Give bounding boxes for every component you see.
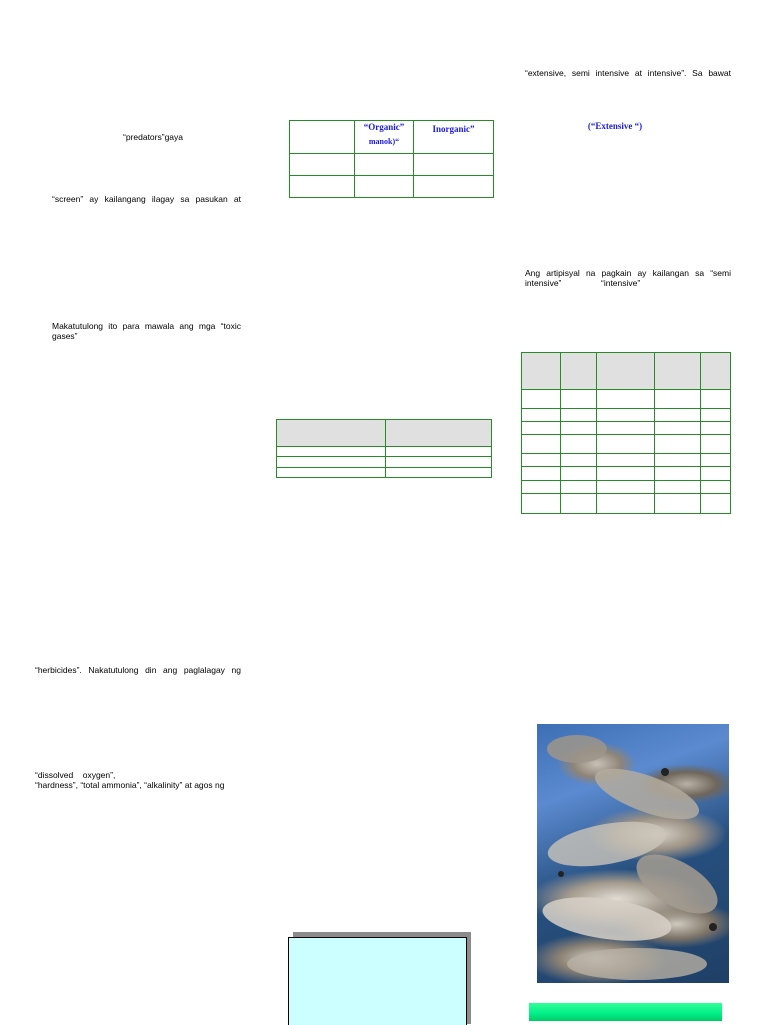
table-cell — [701, 467, 731, 480]
feeding-table — [276, 419, 492, 478]
table-cell — [522, 493, 561, 513]
table-cell — [561, 353, 597, 390]
artipisyal-line-2-b: “intensive” — [601, 278, 641, 288]
fertilizer-table — [289, 120, 494, 198]
table-cell — [522, 390, 561, 408]
table-cell — [655, 467, 701, 480]
table-cell — [414, 175, 494, 197]
table-cell — [655, 454, 701, 467]
toxic-gases-paragraph — [52, 321, 241, 341]
table-cell — [522, 353, 561, 390]
table1-header-organic: “Organic” manok)“ — [355, 121, 414, 154]
table-cell — [277, 457, 386, 467]
table-cell — [597, 390, 655, 408]
table-cell — [290, 175, 355, 197]
table-cell — [655, 493, 701, 513]
table-cell — [522, 408, 561, 421]
screen-text: “screen” ay kailangang ilagay sa pasukan at — [52, 194, 241, 204]
table-cell — [561, 454, 597, 467]
toxic-line-2: gases” — [52, 331, 78, 341]
table-cell — [655, 390, 701, 408]
predators-text: “predators”gaya — [123, 132, 184, 142]
table-cell — [561, 434, 597, 453]
hardness-line: “hardness”, “total ammonia”, “alkalinity” at agos ng — [35, 780, 225, 790]
toxic-line-1: Makatutulong ito para mawala ang mga “toxic — [52, 321, 241, 331]
table-cell — [655, 434, 701, 453]
table-cell — [701, 493, 731, 513]
note-box — [288, 937, 467, 1025]
table-cell — [561, 493, 597, 513]
table-cell — [290, 154, 355, 175]
table-cell — [522, 467, 561, 480]
table-cell — [655, 480, 701, 493]
table1-header-inorganic: Inorganic” — [414, 121, 494, 154]
table-cell — [655, 353, 701, 390]
fish-photo-icon — [537, 724, 729, 983]
table-cell — [597, 454, 655, 467]
table-cell — [522, 454, 561, 467]
artipisyal-line-1: Ang artipisyal na pagkain ay kailangan sa “semi — [525, 268, 731, 278]
table-cell — [597, 421, 655, 434]
table-cell — [561, 390, 597, 408]
table-cell — [561, 408, 597, 421]
artipisyal-line-2 — [525, 278, 731, 288]
table-cell — [414, 154, 494, 175]
table-cell — [386, 446, 492, 456]
table-cell — [522, 434, 561, 453]
table-cell — [701, 390, 731, 408]
table-cell — [561, 480, 597, 493]
table-cell — [277, 467, 386, 477]
table-cell — [597, 434, 655, 453]
table-cell — [655, 408, 701, 421]
table1-header-organic-sub: manok)“ — [368, 137, 400, 146]
table-cell — [561, 421, 597, 434]
table-cell — [277, 446, 386, 456]
artipisyal-paragraph — [525, 268, 731, 288]
table-cell — [386, 467, 492, 477]
table-cell — [701, 408, 731, 421]
table-cell — [597, 467, 655, 480]
table-cell — [561, 467, 597, 480]
table-cell — [355, 175, 414, 197]
water-quality-paragraph — [35, 770, 241, 790]
extensive-heading: (“Extensive “) — [587, 121, 643, 131]
table-cell — [277, 420, 386, 447]
table-cell — [522, 480, 561, 493]
table-cell — [597, 353, 655, 390]
herbicides-text: “herbicides”. Nakatutulong din ang paglalagay ng — [35, 665, 241, 675]
table-cell — [597, 408, 655, 421]
table-cell — [701, 353, 731, 390]
table-cell — [701, 480, 731, 493]
caption-bar — [529, 1003, 722, 1021]
table-cell — [655, 421, 701, 434]
table-cell — [386, 420, 492, 447]
fish-shapes-icon — [537, 724, 729, 983]
table1-header-empty — [290, 121, 355, 154]
table-cell — [597, 493, 655, 513]
table-cell — [701, 454, 731, 467]
table-cell — [386, 457, 492, 467]
production-table — [521, 352, 731, 514]
table-cell — [355, 154, 414, 175]
extensive-text: “extensive, semi intensive at intensive”. Sa bawat — [525, 68, 731, 78]
table-cell — [522, 421, 561, 434]
table-cell — [701, 434, 731, 453]
artipisyal-line-2-a: intensive” — [525, 278, 562, 288]
table-cell — [701, 421, 731, 434]
table-cell — [597, 480, 655, 493]
dissolved-oxygen-line: “dissolved oxygen”, — [35, 770, 116, 780]
